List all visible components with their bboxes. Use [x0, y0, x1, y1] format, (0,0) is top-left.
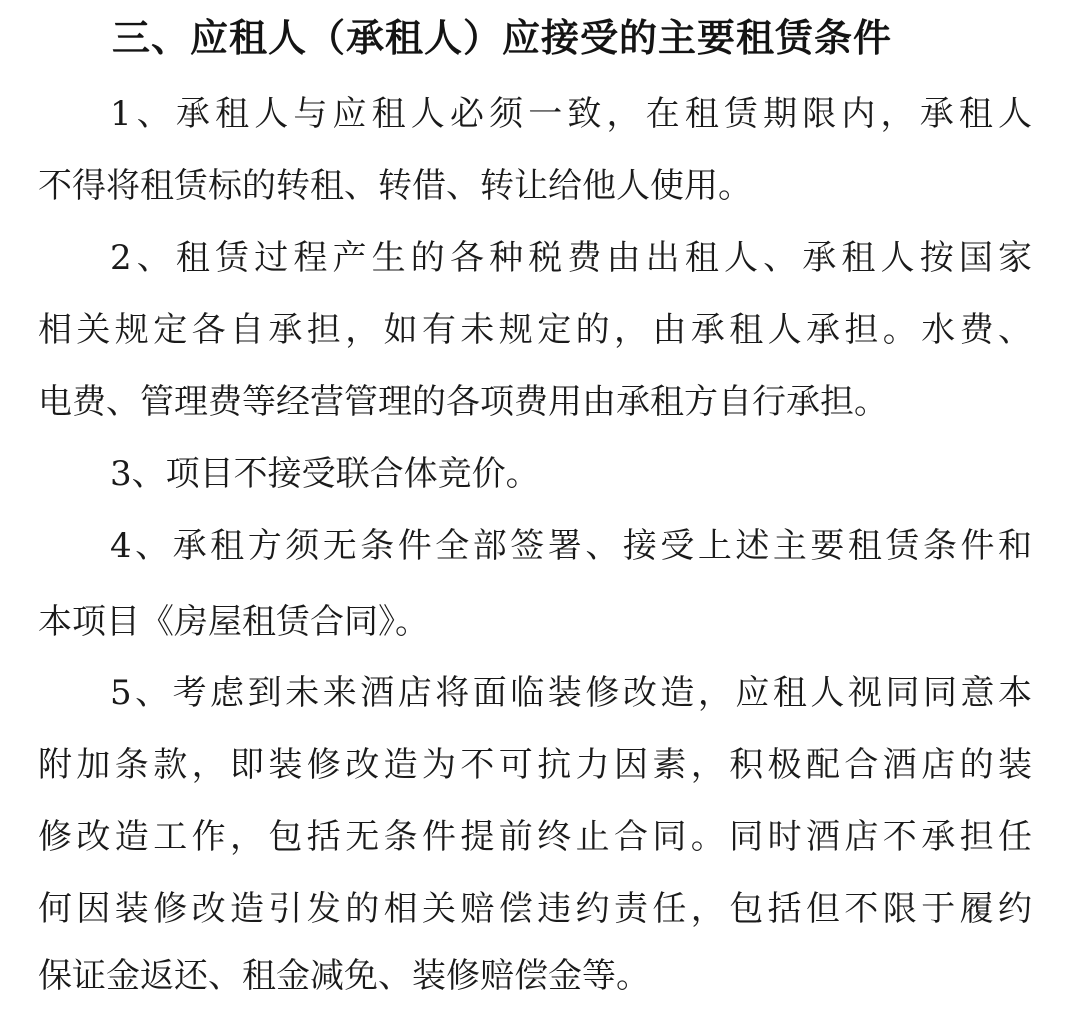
item-2-line-3: 电费、管理费等经营管理的各项费用由承租方自行承担。 [38, 382, 888, 422]
item-1-line-2: 不得将租赁标的转租、转借、转让给他人使用。 [38, 166, 752, 206]
item-4-line-2: 本项目《房屋租赁合同》。 [38, 602, 429, 642]
item-3-line-1: 3、项目不接受联合体竞价。 [110, 454, 540, 494]
item-4-line-1: 4、承租方须无条件全部签署、接受上述主要租赁条件和 [110, 526, 1032, 566]
item-5-line-3: 修改造工作，包括无条件提前终止合同。同时酒店不承担任 [38, 817, 1032, 857]
item-2-line-2: 相关规定各自承担，如有未规定的，由承租人承担。水费、 [38, 310, 1032, 350]
item-5-line-2: 附加条款，即装修改造为不可抗力因素，积极配合酒店的装 [38, 745, 1032, 785]
item-5-line-1: 5、考虑到未来酒店将面临装修改造，应租人视同同意本 [110, 673, 1032, 713]
item-1-line-1: 1、承租人与应租人必须一致，在租赁期限内，承租人 [110, 94, 1032, 134]
item-5-line-4: 何因装修改造引发的相关赔偿违约责任，包括但不限于履约 [38, 889, 1032, 929]
section-heading: 三、应租人（承租人）应接受的主要租赁条件 [112, 16, 893, 60]
item-5-line-5: 保证金返还、租金减免、装修赔偿金等。 [38, 956, 650, 996]
item-2-line-1: 2、租赁过程产生的各种税费由出租人、承租人按国家 [110, 238, 1032, 278]
